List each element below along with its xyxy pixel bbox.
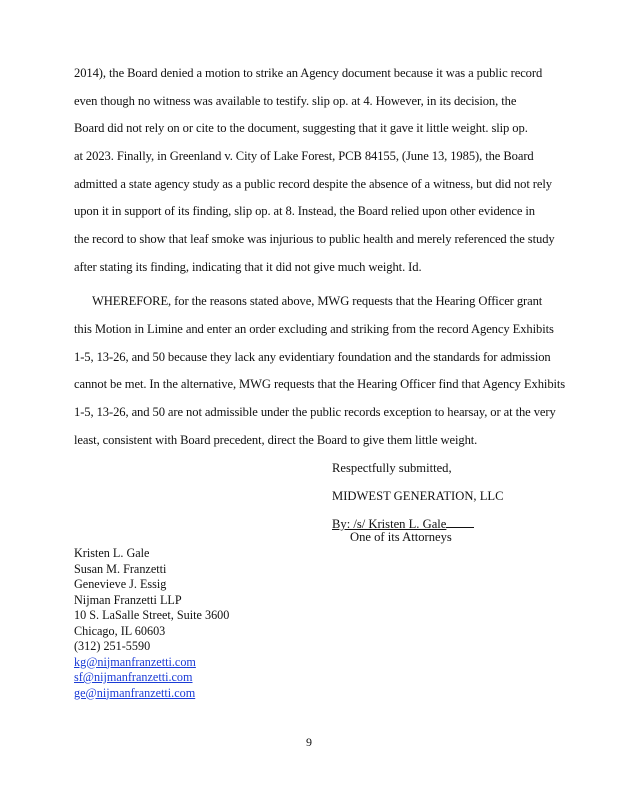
contact-address-2: Chicago, IL 60603 [74,623,166,638]
contact-name-3: Genevieve J. Essig [74,577,167,591]
body-line-11: 1-5, 13-26, and 50 because they lack any evidentiary foundation and the standards for admission [74,350,551,364]
body-line-6: upon it in support of its finding, slip op. at 8. Instead, the Board relied upon other evidence in [74,204,535,218]
body-line-14: least, consistent with Board precedent, direct the Board to give them little weight. [74,433,478,447]
body-line-10: this Motion in Limine and enter an order excluding and striking from the record Agency Exhibits [74,322,554,336]
body-line-7: the record to show that leaf smoke was injurious to public health and merely referenced the study [74,232,555,246]
body-line-8: after stating its finding, indicating that it did not give much weight. Id. [74,260,422,274]
body-line-4: at 2023. Finally, in Greenland v. City of Lake Forest, PCB 84155, (June 13, 1985), the Board [74,149,534,163]
signature-firm: MIDWEST GENERATION, LLC [332,489,504,503]
signature-underline [446,516,474,528]
email-link-ge[interactable]: ge@nijmanfranzetti.com [74,685,196,700]
body-line-3: Board did not rely on or cite to the document, suggesting that it gave it little weight. slip op. [74,121,528,135]
page-number: 9 [306,735,312,749]
contact-firm: Nijman Franzetti LLP [74,592,182,607]
email-link-kg[interactable]: kg@nijmanfranzetti.com [74,654,196,669]
contact-phone: (312) 251-5590 [74,639,151,653]
body-line-2: even though no witness was available to testify. slip op. at 4. However, in its decision, the [74,94,517,108]
body-line-13: 1-5, 13-26, and 50 are not admissible under the public records exception to hearsay, or at the very [74,405,556,419]
email-link-sf[interactable]: sf@nijmanfranzetti.com [74,670,193,684]
body-line-12: cannot be met. In the alternative, MWG requests that the Hearing Officer find that Agency Exhibits [74,377,566,391]
body-line-9: WHEREFORE, for the reasons stated above, MWG requests that the Hearing Officer grant [92,294,543,308]
signature-by-text: By: /s/ Kristen L. Gale [332,517,447,531]
contact-address-1: 10 S. LaSalle Street, Suite 3600 [74,608,230,622]
body-line-1: 2014), the Board denied a motion to strike an Agency document because it was a public record [74,66,543,80]
contact-name-1: Kristen L. Gale [74,546,150,560]
body-line-5: admitted a state agency study as a public record despite the absence of a witness, but did not rely [74,177,552,191]
signature-role: One of its Attorneys [350,530,452,544]
signature-closing: Respectfully submitted, [332,461,452,475]
contact-name-2: Susan M. Franzetti [74,561,167,576]
contact-block [74,546,229,701]
